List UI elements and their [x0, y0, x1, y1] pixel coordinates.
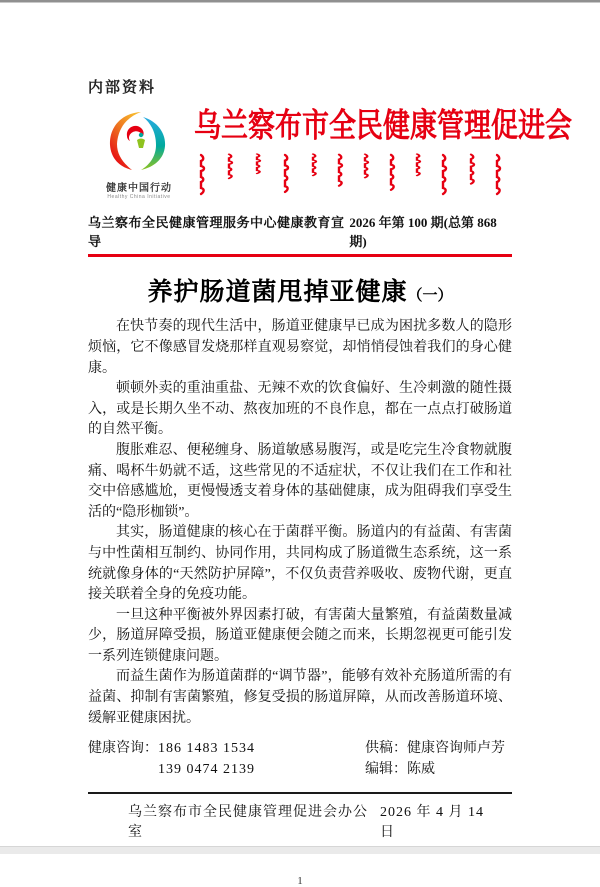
- contributor-name: 健康咨询师卢芳: [407, 741, 505, 757]
- editor-line: [365, 759, 512, 780]
- logo-title: 健康中国行动: [106, 183, 172, 194]
- consultation-contact: [88, 738, 365, 780]
- contributor-label: 供稿：: [365, 741, 407, 757]
- phone-number-1: 186 1483 1534: [158, 741, 255, 757]
- contact-block: [88, 738, 512, 780]
- masthead: [190, 107, 572, 204]
- paragraph: 其实，肠道健康的核心在于菌群平衡。肠道内的有益菌、有害菌与中性菌相互制约、协同作用，共同构成了肠道微生态系统，这一系统就像身体的“天然防护屏障”，不仅负责营养吸收、废物代谢，更直接关联着全身的免疫功能。: [88, 525, 512, 603]
- consultation-phones: [158, 738, 255, 780]
- paragraph: 顿顿外卖的重油重盐、无辣不欢的饮食偏好、生冷刺激的随性摄入，或是长期久坐不动、熬夜加班的不良作息，都在一点点打破肠道的自然平衡。: [88, 381, 512, 438]
- footer-office: 乌兰察布市全民健康管理促进会办公室: [128, 805, 368, 841]
- page-content: [88, 0, 572, 887]
- editor-name: 陈威: [407, 762, 435, 778]
- healthy-china-logo: [88, 107, 190, 200]
- newsletter-header: [88, 107, 572, 204]
- article-title-suffix: （一）: [407, 288, 453, 305]
- page-number: 1: [297, 875, 303, 887]
- window-bottom-edge: [0, 846, 600, 854]
- issue-line-right: 2026 年第 100 期(总第 868 期): [349, 215, 497, 250]
- logo-subtitle: Healthy China Initiative: [107, 194, 171, 200]
- article-title-main: 养护肠道菌甩掉亚健康: [147, 279, 408, 307]
- contributor-line: [365, 738, 512, 759]
- footer-date: 2026 年 4 月 14 日: [379, 805, 484, 841]
- organization-title: 乌兰察布市全民健康管理促进会: [194, 107, 572, 145]
- window-top-edge: [0, 0, 600, 3]
- issue-line: [88, 212, 512, 250]
- article-title: [88, 272, 512, 308]
- footer-imprint: [88, 792, 512, 851]
- issue-line-left: 乌兰察布全民健康管理服务中心健康教育宣导: [88, 215, 345, 250]
- article-body: [88, 317, 512, 729]
- phone-number-2: 139 0474 2139: [158, 762, 255, 778]
- credits: [365, 738, 512, 780]
- mongolian-script: [194, 153, 572, 204]
- paragraph: 而益生菌作为肠道菌群的“调节器”，能够有效补充肠道所需的有益菌、抑制有害菌繁殖，修复受损的肠道屏障，从而改善肠道环境、缓解亚健康困扰。: [88, 669, 512, 726]
- red-divider-rule: [88, 254, 512, 257]
- consultation-label: 健康咨询：: [88, 741, 158, 757]
- healthy-china-logo-icon: [105, 160, 173, 177]
- paragraph: 腹胀难忍、便秘缠身、肠道敏感易腹泻，或是吃完生冷食物就腹痛、喝杯牛奶就不适，这些常见的不适症状，不仅让我们在工作和社交中倍感尴尬，更慢慢透支着身体的基础健康，成为阻碍我们享受生活的“隐形枷锁”。: [88, 442, 512, 520]
- editor-label: 编辑：: [365, 762, 407, 778]
- classification-label: 内部资料: [88, 78, 157, 96]
- paragraph: 在快节奏的现代生活中，肠道亚健康早已成为困扰多数人的隐形烦恼，它不像感冒发烧那样直观易察觉，却悄悄侵蚀着我们的身心健康。: [88, 319, 512, 376]
- paragraph: 一旦这种平衡被外界因素打破，有害菌大量繁殖，有益菌数量减少，肠道屏障受损，肠道亚健康便会随之而来，长期忽视更可能引发一系列连锁健康问题。: [88, 607, 512, 664]
